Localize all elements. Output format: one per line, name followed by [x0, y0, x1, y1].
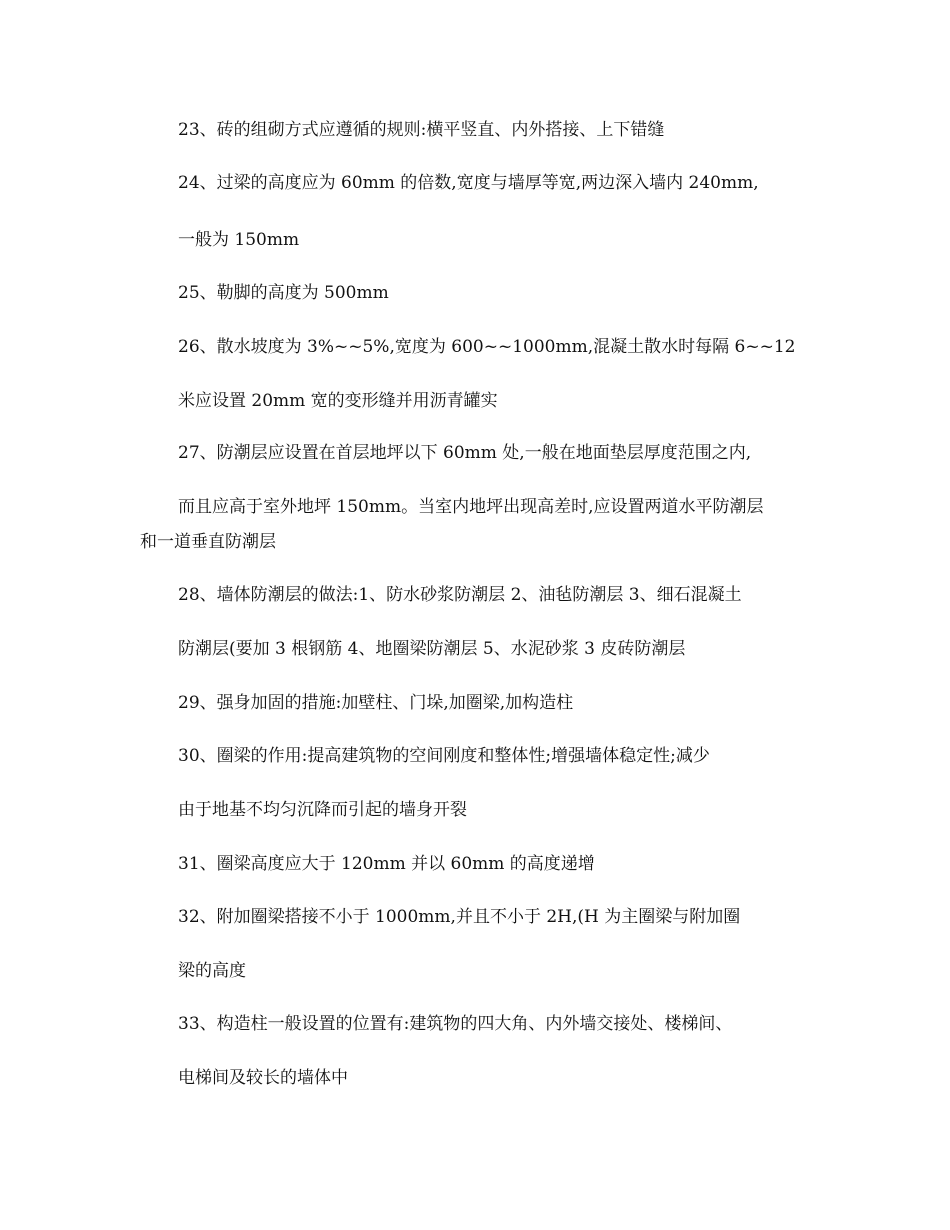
text-line-item-24: 24、过梁的高度应为 60mm 的倍数,宽度与墙厚等宽,两边深入墙内 240mm,: [178, 173, 759, 193]
text-line-item-31: 31、圈梁高度应大于 120mm 并以 60mm 的高度递增: [178, 854, 595, 874]
text-line-item-28-cont: 防潮层(要加 3 根钢筋 4、地圈梁防潮层 5、水泥砂浆 3 皮砖防潮层: [178, 639, 686, 659]
text-line-item-30: 30、圈梁的作用:提高建筑物的空间刚度和整体性;增强墙体稳定性;减少: [178, 746, 710, 766]
text-line-item-26: 26、散水坡度为 3%~~5%,宽度为 600~~1000mm,混凝土散水时每隔 6~~12: [178, 337, 796, 357]
text-line-item-29: 29、强身加固的措施:加壁柱、门垛,加圈梁,加构造柱: [178, 693, 574, 713]
text-line-item-33-cont: 电梯间及较长的墙体中: [178, 1068, 348, 1088]
text-line-item-33: 33、构造柱一般设置的位置有:建筑物的四大角、内外墙交接处、楼梯间、: [178, 1014, 733, 1034]
text-line-item-32-cont: 梁的高度: [178, 961, 246, 981]
text-line-item-26-cont: 米应设置 20mm 宽的变形缝并用沥青罐实: [178, 391, 498, 411]
text-line-item-30-cont: 由于地基不均匀沉降而引起的墙身开裂: [178, 800, 467, 820]
text-line-item-28: 28、墙体防潮层的做法:1、防水砂浆防潮层 2、油毡防潮层 3、细石混凝土: [178, 585, 742, 605]
text-line-item-25: 25、勒脚的高度为 500mm: [178, 283, 389, 303]
text-line-item-27: 27、防潮层应设置在首层地坪以下 60mm 处,一般在地面垫层厚度范围之内,: [178, 443, 752, 463]
text-line-item-23: 23、砖的组砌方式应遵循的规则:横平竖直、内外搭接、上下错缝: [178, 120, 665, 140]
text-line-item-27-cont: 而且应高于室外地坪 150mm。当室内地坪出现高差时,应设置两道水平防潮层: [178, 497, 764, 517]
text-line-item-32: 32、附加圈梁搭接不小于 1000mm,并且不小于 2H,(H 为主圈梁与附加圈: [178, 907, 741, 927]
text-line-item-27-cont2: 和一道垂直防潮层: [140, 532, 276, 552]
text-line-item-24-cont: 一般为 150mm: [178, 230, 300, 250]
